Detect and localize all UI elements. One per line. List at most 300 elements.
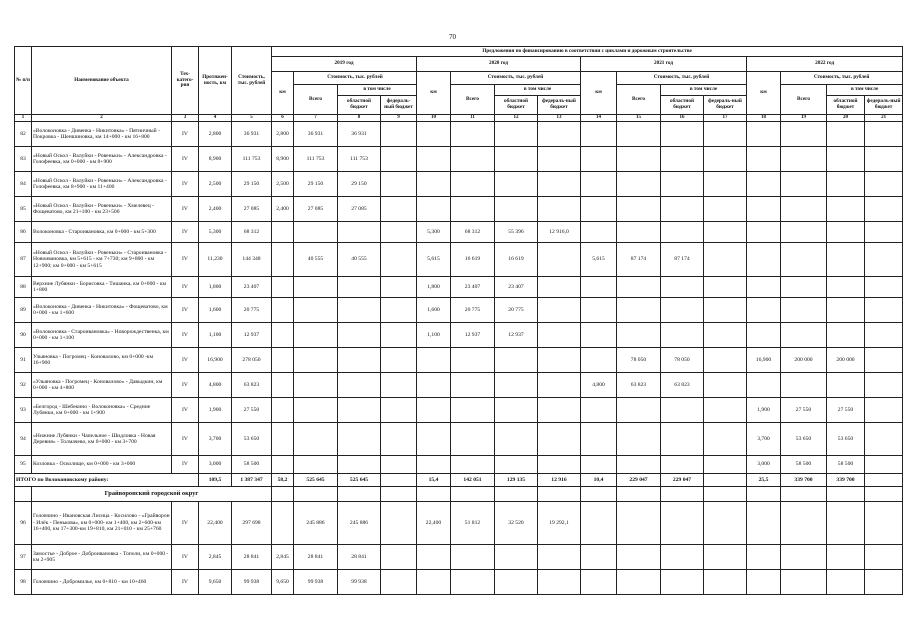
tech-category: IV <box>172 222 199 243</box>
year-cell <box>338 277 381 298</box>
year-cell: 12 937 <box>495 323 538 348</box>
year-cell: 20 775 <box>495 298 538 323</box>
column-number: 3 <box>172 115 199 122</box>
table-row <box>15 277 903 298</box>
year-2022-header: 2022 год <box>747 57 903 72</box>
incl-header: в том числе <box>827 85 903 96</box>
year-cell <box>747 323 781 348</box>
year-cell <box>617 197 661 222</box>
object-name: «Волоконовка - Дивенка - Никитовка» - Пятничный - Покровка - Шеншиновка, км 14+000 - км 16+800 <box>32 122 172 147</box>
length-km: 3,700 <box>199 423 232 456</box>
column-number: 14 <box>581 115 617 122</box>
year-cell <box>781 298 827 323</box>
year-cell <box>272 277 294 298</box>
year-cell <box>827 373 865 398</box>
year-cell <box>865 147 903 172</box>
year-cell <box>538 197 581 222</box>
year-cell <box>495 197 538 222</box>
year-cell <box>617 298 661 323</box>
year-cell <box>704 243 747 277</box>
year-cell <box>704 197 747 222</box>
year-cell <box>581 398 617 423</box>
cost-value: 28 841 <box>232 545 272 570</box>
year-cell <box>747 243 781 277</box>
cost-value: 27 085 <box>232 197 272 222</box>
year-cell <box>781 570 827 595</box>
year-cell <box>781 545 827 570</box>
row-number: 85 <box>15 197 32 222</box>
year-cell <box>704 502 747 545</box>
year-cell <box>538 456 581 474</box>
length-km: 3,000 <box>199 456 232 474</box>
total-year-cell: 142 051 <box>451 474 495 487</box>
year-cell <box>272 456 294 474</box>
year-cell <box>538 172 581 197</box>
year-cell <box>865 243 903 277</box>
year-cell <box>704 456 747 474</box>
row-number: 97 <box>15 545 32 570</box>
year-cell <box>451 423 495 456</box>
year-cell <box>704 545 747 570</box>
cost-value: 27 550 <box>232 398 272 423</box>
column-number: 9 <box>381 115 417 122</box>
year-cell <box>581 545 617 570</box>
year-cell: 58 500 <box>827 456 865 474</box>
row-number: 98 <box>15 570 32 595</box>
length-km: 11,230 <box>199 243 232 277</box>
year-cell: 40 555 <box>294 243 338 277</box>
year-cell: 4,800 <box>581 373 617 398</box>
tech-category: IV <box>172 122 199 147</box>
year-cell <box>865 323 903 348</box>
column-number: 1 <box>15 115 32 122</box>
year-cell <box>781 323 827 348</box>
table-row <box>15 147 903 172</box>
year-cell <box>747 197 781 222</box>
year-cell: 12 916,0 <box>538 222 581 243</box>
col-cost-header: Стоимость, тыс. рублей <box>232 47 272 115</box>
cost-value: 68 312 <box>232 222 272 243</box>
tech-category: IV <box>172 502 199 545</box>
length-km: 9,650 <box>199 570 232 595</box>
section-empty-cell <box>827 487 865 502</box>
year-cell: 87 174 <box>661 243 704 277</box>
year-cell <box>747 147 781 172</box>
col-length-header: Протяжен-ность, км <box>199 47 232 115</box>
year-cell <box>781 172 827 197</box>
year-cell <box>747 122 781 147</box>
year-cell: 27 550 <box>827 398 865 423</box>
total-label: ИТОГО по Волоконовскому району: <box>15 474 199 487</box>
section-empty-cell <box>451 487 495 502</box>
row-number: 86 <box>15 222 32 243</box>
year-cell <box>661 398 704 423</box>
year-cell <box>417 348 451 373</box>
year-cell: 19 292,1 <box>538 502 581 545</box>
table-row <box>15 243 903 277</box>
object-name: «Волоконовка - Дивенка - Никитовка» - Фощеватово, км 0+000 - км 1+600 <box>32 298 172 323</box>
year-cell: 29 150 <box>338 172 381 197</box>
object-name: Головчино - Добромилье, км 0+810 - км 10+460 <box>32 570 172 595</box>
year-cell <box>338 348 381 373</box>
section-empty-cell <box>661 487 704 502</box>
federal-header: федераль-ный бюджет <box>381 96 417 115</box>
tech-category: IV <box>172 348 199 373</box>
cost-value: 63 823 <box>232 373 272 398</box>
year-cell <box>704 423 747 456</box>
year-cell <box>617 172 661 197</box>
year-cell <box>338 398 381 423</box>
year-cell <box>827 147 865 172</box>
year-cell <box>581 502 617 545</box>
table-row <box>15 323 903 348</box>
length-km: 2,400 <box>199 197 232 222</box>
row-number: 82 <box>15 122 32 147</box>
length-km: 5,300 <box>199 222 232 243</box>
year-cell <box>538 147 581 172</box>
year-cell: 8,900 <box>272 147 294 172</box>
object-name: «Новый Оскол - Валуйки - Ровеньки» - Александровка - Голофеевка, км 0+000 - км 8+900 <box>32 147 172 172</box>
object-name: «Ульяновка - Погромец - Коновалово» - Давыдкин, км 0+000 - км 4+800 <box>32 373 172 398</box>
tech-category: IV <box>172 197 199 222</box>
object-name: «Новый Оскол - Валуйки - Ровеньки» - Староивановка - Новоивановка, км 5+615 - км 7+730; км 9+800 - км 12+900; км 0+000 - км 5+615 <box>32 243 172 277</box>
year-cell: 51 812 <box>451 502 495 545</box>
total-year-cell <box>865 474 903 487</box>
total-year-cell: 229 047 <box>661 474 704 487</box>
column-number: 12 <box>495 115 538 122</box>
year-cell <box>538 348 581 373</box>
length-km: 1,900 <box>199 398 232 423</box>
object-name: Головчино - Ивановская Лисица - Косилово - «Грайворон - Илёк - Пенькова», км 0+000- км 1+400, км 2+600-км 16+400, км 17+300-км 19+810, км 21+010 - км 25+760 <box>32 502 172 545</box>
year-cell <box>704 348 747 373</box>
year-cell <box>704 122 747 147</box>
row-number: 84 <box>15 172 32 197</box>
year-cell <box>381 373 417 398</box>
year-cell <box>581 298 617 323</box>
year-cell <box>294 323 338 348</box>
year-cell: 1,800 <box>417 277 451 298</box>
section-empty-cell <box>294 487 338 502</box>
year-cell: 23 407 <box>495 277 538 298</box>
year-cell <box>617 456 661 474</box>
year-cell <box>272 243 294 277</box>
year-cell <box>617 277 661 298</box>
column-number: 13 <box>538 115 581 122</box>
year-cell <box>781 147 827 172</box>
year-cell <box>538 277 581 298</box>
year-cell: 36 931 <box>294 122 338 147</box>
length-km: 2,500 <box>199 172 232 197</box>
year-cell <box>581 277 617 298</box>
year-cell <box>661 298 704 323</box>
year-cell <box>661 570 704 595</box>
object-name: «Волоконовка - Староивановка» - Новорождественка, км 0+000 - км 1+100 <box>32 323 172 348</box>
year-cell <box>781 373 827 398</box>
year-cell <box>538 570 581 595</box>
object-name: «Новый Оскол - Валуйки - Ровеньки» - Александровка - Голофеевка, км 8+900 - км 11+400 <box>32 172 172 197</box>
year-cell <box>865 398 903 423</box>
year-cell <box>381 277 417 298</box>
year-cell: 78 050 <box>661 348 704 373</box>
section-empty-cell <box>781 487 827 502</box>
year-cell <box>581 122 617 147</box>
financing-table <box>14 46 903 595</box>
year-cell <box>538 423 581 456</box>
year-cell <box>617 423 661 456</box>
section-empty-cell <box>495 487 538 502</box>
year-cell: 27 085 <box>338 197 381 222</box>
year-cell <box>451 197 495 222</box>
object-name: Ульяновка - Погромец - Коновалово, км 0+000 -км 16+900 <box>32 348 172 373</box>
year-cell <box>538 398 581 423</box>
year-cell <box>704 277 747 298</box>
year-cell <box>865 456 903 474</box>
cost-value: 12 937 <box>232 323 272 348</box>
year-cell <box>704 398 747 423</box>
row-number: 90 <box>15 323 32 348</box>
object-name: «Нижние Лубянки - Чапельное - Шидловка - Новая Деревня» - Толмачево, км 0+000 - км 3+700 <box>32 423 172 456</box>
year-cell <box>294 373 338 398</box>
length-km: 1,600 <box>199 298 232 323</box>
year-cell <box>381 398 417 423</box>
year-cell <box>538 545 581 570</box>
table-row <box>15 197 903 222</box>
year-cell: 1,900 <box>747 398 781 423</box>
column-number: 7 <box>294 115 338 122</box>
year-cell <box>538 243 581 277</box>
year-cell <box>451 147 495 172</box>
column-number: 16 <box>661 115 704 122</box>
year-cell <box>417 545 451 570</box>
cost-group-header: Стоимость, тыс. рублей <box>451 72 581 85</box>
section-empty-cell <box>617 487 661 502</box>
year-cell: 29 150 <box>294 172 338 197</box>
year-cell <box>827 570 865 595</box>
total-length: 109,5 <box>199 474 232 487</box>
year-cell: 99 938 <box>294 570 338 595</box>
km-header: км <box>417 72 451 115</box>
year-cell <box>617 545 661 570</box>
year-cell: 5,615 <box>417 243 451 277</box>
year-cell <box>294 398 338 423</box>
year-cell <box>865 197 903 222</box>
cost-value: 144 348 <box>232 243 272 277</box>
year-cell <box>294 277 338 298</box>
year-cell <box>781 277 827 298</box>
year-cell <box>747 277 781 298</box>
year-cell <box>865 570 903 595</box>
cost-value: 99 938 <box>232 570 272 595</box>
total-year-cell <box>704 474 747 487</box>
regional-header: областной бюджет <box>661 96 704 115</box>
year-cell <box>865 545 903 570</box>
col-category-header: Тех-катего-рия <box>172 47 199 115</box>
table-row <box>15 222 903 243</box>
year-cell: 9,650 <box>272 570 294 595</box>
cost-group-header: Стоимость, тыс. рублей <box>617 72 747 85</box>
year-cell: 200 000 <box>781 348 827 373</box>
year-2019-header: 2019 год <box>272 57 417 72</box>
year-cell: 32 520 <box>495 502 538 545</box>
federal-header: федераль-ный бюджет <box>865 96 903 115</box>
tech-category: IV <box>172 456 199 474</box>
year-cell: 5,615 <box>581 243 617 277</box>
year-cell <box>272 423 294 456</box>
column-number: 11 <box>451 115 495 122</box>
incl-header: в том числе <box>661 85 747 96</box>
length-km: 2,800 <box>199 122 232 147</box>
row-number: 87 <box>15 243 32 277</box>
total-year-cell: 58,2 <box>272 474 294 487</box>
year-cell <box>617 323 661 348</box>
cost-value: 36 931 <box>232 122 272 147</box>
year-cell <box>865 277 903 298</box>
cost-group-header: Стоимость, тыс. рублей <box>781 72 903 85</box>
year-cell <box>451 456 495 474</box>
total-row <box>15 474 903 487</box>
section-row <box>15 487 903 502</box>
total-header: Всего <box>781 85 827 115</box>
year-cell <box>495 570 538 595</box>
table-row <box>15 373 903 398</box>
tech-category: IV <box>172 243 199 277</box>
incl-header: в том числе <box>495 85 581 96</box>
year-cell <box>495 456 538 474</box>
year-cell <box>865 172 903 197</box>
year-cell: 200 000 <box>827 348 865 373</box>
year-cell <box>827 277 865 298</box>
cost-value: 23 407 <box>232 277 272 298</box>
table-row <box>15 456 903 474</box>
year-cell <box>827 172 865 197</box>
year-cell <box>338 222 381 243</box>
year-cell <box>417 456 451 474</box>
object-name: Волоконовка - Староивановка, км 0+000 - км 5+300 <box>32 222 172 243</box>
year-cell <box>827 502 865 545</box>
row-number: 89 <box>15 298 32 323</box>
tech-category: IV <box>172 298 199 323</box>
column-number: 17 <box>704 115 747 122</box>
total-cost: 1 387 347 <box>232 474 272 487</box>
year-cell <box>495 423 538 456</box>
year-cell <box>451 172 495 197</box>
year-cell <box>495 373 538 398</box>
year-cell <box>338 323 381 348</box>
year-cell: 78 050 <box>617 348 661 373</box>
year-cell <box>495 147 538 172</box>
year-cell: 36 931 <box>338 122 381 147</box>
year-cell <box>417 398 451 423</box>
year-cell <box>661 545 704 570</box>
year-cell <box>417 197 451 222</box>
length-km: 4,800 <box>199 373 232 398</box>
total-year-cell: 12 916 <box>538 474 581 487</box>
year-cell: 3,700 <box>747 423 781 456</box>
row-number: 83 <box>15 147 32 172</box>
total-year-cell: 25,5 <box>747 474 781 487</box>
year-cell: 23 407 <box>451 277 495 298</box>
year-cell: 63 823 <box>661 373 704 398</box>
year-cell <box>704 570 747 595</box>
row-number: 96 <box>15 502 32 545</box>
year-cell <box>865 373 903 398</box>
year-cell <box>704 172 747 197</box>
year-cell: 22,400 <box>417 502 451 545</box>
year-cell: 2,800 <box>272 122 294 147</box>
cost-group-header: Стоимость, тыс. рублей <box>294 72 417 85</box>
year-cell <box>381 545 417 570</box>
page-number: 70 <box>449 33 456 41</box>
year-cell <box>381 243 417 277</box>
cost-value: 297 698 <box>232 502 272 545</box>
col-name-header: Наименование объекта <box>32 47 172 115</box>
total-year-cell: 129 135 <box>495 474 538 487</box>
year-cell: 3,000 <box>747 456 781 474</box>
year-cell <box>538 298 581 323</box>
year-cell <box>381 197 417 222</box>
year-cell <box>865 222 903 243</box>
year-cell: 16,900 <box>747 348 781 373</box>
section-empty-cell <box>538 487 581 502</box>
year-cell <box>781 502 827 545</box>
year-cell: 1,100 <box>417 323 451 348</box>
year-cell <box>781 222 827 243</box>
total-header: Всего <box>451 85 495 115</box>
year-cell: 27 550 <box>781 398 827 423</box>
year-cell <box>272 298 294 323</box>
year-cell <box>781 243 827 277</box>
year-cell <box>704 222 747 243</box>
year-cell <box>581 197 617 222</box>
year-cell <box>381 570 417 595</box>
table-row <box>15 502 903 545</box>
year-cell <box>381 222 417 243</box>
federal-header: федераль-ный бюджет <box>538 96 581 115</box>
regional-header: областной бюджет <box>827 96 865 115</box>
year-cell <box>581 423 617 456</box>
tech-category: IV <box>172 545 199 570</box>
tech-category: IV <box>172 373 199 398</box>
year-cell <box>272 348 294 373</box>
year-cell <box>417 147 451 172</box>
year-cell <box>581 147 617 172</box>
total-year-cell: 339 700 <box>781 474 827 487</box>
section-title: Грайворонский городской округ <box>32 487 272 502</box>
year-cell <box>827 197 865 222</box>
year-cell: 20 775 <box>451 298 495 323</box>
year-cell <box>781 197 827 222</box>
year-cell <box>381 423 417 456</box>
year-cell: 111 753 <box>338 147 381 172</box>
year-cell <box>538 122 581 147</box>
length-km: 1,100 <box>199 323 232 348</box>
object-name: Верхние Лубянки - Борисовка - Тишанка, км 0+000 - км 1+800 <box>32 277 172 298</box>
year-cell <box>272 398 294 423</box>
section-empty-cell <box>747 487 781 502</box>
tech-category: IV <box>172 323 199 348</box>
length-km: 22,400 <box>199 502 232 545</box>
row-number: 91 <box>15 348 32 373</box>
section-empty-cell <box>581 487 617 502</box>
column-number: 20 <box>827 115 865 122</box>
year-cell: 1,600 <box>417 298 451 323</box>
year-cell <box>661 456 704 474</box>
year-cell <box>581 323 617 348</box>
year-cell <box>865 502 903 545</box>
year-cell <box>581 570 617 595</box>
table-row <box>15 423 903 456</box>
year-cell: 2,400 <box>272 197 294 222</box>
